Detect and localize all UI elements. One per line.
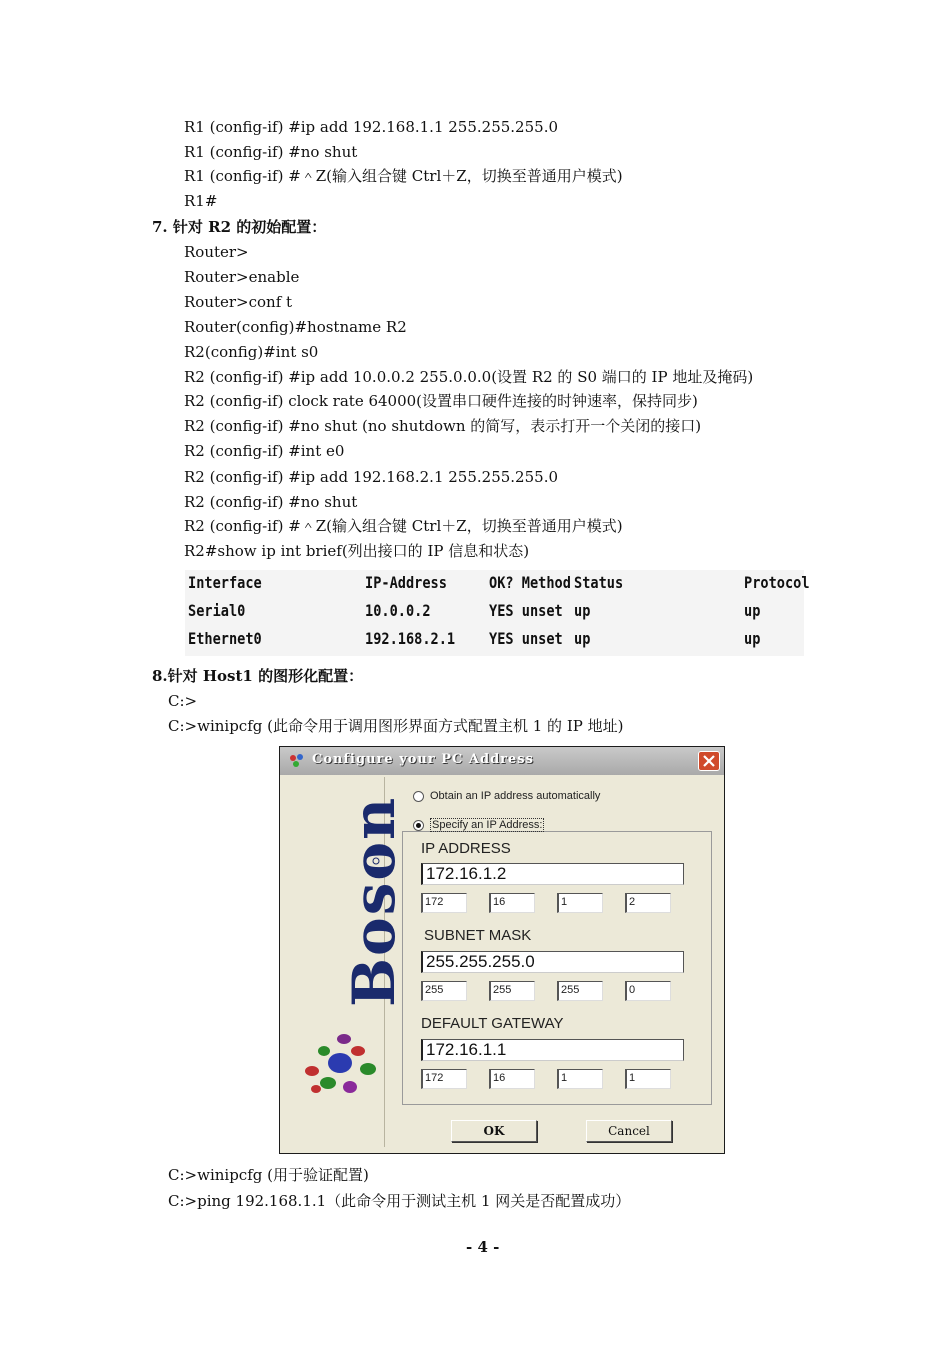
radio-button[interactable] bbox=[413, 820, 424, 831]
ok-button[interactable]: OK bbox=[451, 1120, 537, 1142]
code-line: R1 (config-if) #no shut bbox=[184, 143, 358, 161]
table-cell: Ethernet0 bbox=[188, 629, 262, 648]
ip-octet-field[interactable]: 16 bbox=[489, 893, 535, 913]
subnet-mask-field[interactable]: 255.255.255.0 bbox=[421, 951, 684, 973]
gateway-octet-field[interactable]: 172 bbox=[421, 1069, 467, 1089]
radio-specify-ip[interactable] bbox=[413, 819, 548, 831]
close-icon bbox=[699, 752, 719, 770]
dialog-titlebar[interactable] bbox=[280, 747, 724, 775]
code-line: Router> bbox=[184, 243, 249, 261]
code-line: R2 (config-if) #no shut bbox=[184, 493, 358, 511]
cancel-button[interactable]: Cancel bbox=[586, 1120, 672, 1142]
code-line: R2#show ip int brief(列出接口的 IP 信息和状态) bbox=[184, 542, 530, 560]
configure-pc-dialog bbox=[279, 746, 725, 1154]
dialog-title: Configure your PC Address bbox=[312, 752, 534, 767]
table-header: Status bbox=[574, 573, 624, 592]
code-line: R1 (config-if) #＾Z(输入组合键 Ctrl＋Z，切换至普通用户模式) bbox=[184, 167, 623, 185]
code-line: C:>winipcfg (用于验证配置) bbox=[168, 1166, 369, 1184]
table-cell: up bbox=[574, 629, 591, 648]
ip-address-field[interactable]: 172.16.1.2 bbox=[421, 863, 684, 885]
mask-octet-field[interactable]: 255 bbox=[421, 981, 467, 1001]
table-cell: YES unset bbox=[489, 601, 563, 620]
default-gateway-field[interactable]: 172.16.1.1 bbox=[421, 1039, 684, 1061]
page-number: - 4 - bbox=[466, 1238, 500, 1256]
table-cell: 10.0.0.2 bbox=[365, 601, 431, 620]
table-cell: Serial0 bbox=[188, 601, 246, 620]
table-cell: YES unset bbox=[489, 629, 563, 648]
app-icon bbox=[288, 753, 306, 769]
brand-panel bbox=[288, 777, 408, 1147]
ip-address-label: IP ADDRESS bbox=[421, 840, 511, 857]
table-cell: 192.168.2.1 bbox=[365, 629, 456, 648]
code-line: Router>conf t bbox=[184, 293, 293, 311]
table-header: Interface bbox=[188, 573, 262, 592]
table-header: IP-Address bbox=[365, 573, 447, 592]
mask-octet-field[interactable]: 255 bbox=[489, 981, 535, 1001]
code-line: C:> bbox=[168, 692, 198, 710]
code-line: R2(config)#int s0 bbox=[184, 343, 319, 361]
section-heading-8: 8.针对 Host1 的图形化配置： bbox=[152, 667, 364, 685]
interface-brief-table bbox=[185, 570, 810, 656]
ip-octet-field[interactable]: 2 bbox=[625, 893, 671, 913]
table-header: OK? Method bbox=[489, 573, 571, 592]
ip-octet-field[interactable]: 172 bbox=[421, 893, 467, 913]
ip-octet-field[interactable]: 1 bbox=[557, 893, 603, 913]
subnet-mask-label: SUBNET MASK bbox=[424, 927, 532, 944]
radio-label: Obtain an IP address automatically bbox=[430, 790, 601, 802]
gateway-octet-field[interactable]: 1 bbox=[625, 1069, 671, 1089]
code-line: R2 (config-if) #ip add 192.168.2.1 255.255.255.0 bbox=[184, 468, 559, 486]
code-line: R1# bbox=[184, 192, 218, 210]
radio-button[interactable] bbox=[413, 791, 424, 802]
code-line: R2 (config-if) #no shut (no shutdown 的简写，表示打开一个关闭的接口) bbox=[184, 417, 702, 435]
radio-label: Specify an IP Address: bbox=[432, 819, 543, 831]
brand-logo-text: Boson bbox=[340, 795, 408, 1007]
table-cell: up bbox=[744, 601, 761, 620]
code-line: C:>winipcfg (此命令用于调用图形界面方式配置主机 1 的 IP 地址) bbox=[168, 717, 624, 735]
gateway-octet-field[interactable]: 1 bbox=[557, 1069, 603, 1089]
mask-octet-field[interactable]: 255 bbox=[557, 981, 603, 1001]
table-cell: up bbox=[574, 601, 591, 620]
table-cell: up bbox=[744, 629, 761, 648]
radio-obtain-automatically[interactable] bbox=[413, 790, 600, 802]
code-line: R2 (config-if) #int e0 bbox=[184, 442, 345, 460]
code-line: R2 (config-if) clock rate 64000(设置串口硬件连接的时钟速率，保持同步) bbox=[184, 392, 698, 410]
boson-balls-icon bbox=[300, 1031, 380, 1097]
gateway-octet-field[interactable]: 16 bbox=[489, 1069, 535, 1089]
code-line: Router>enable bbox=[184, 268, 300, 286]
code-line: R1 (config-if) #ip add 192.168.1.1 255.255.255.0 bbox=[184, 118, 559, 136]
code-line: R2 (config-if) #ip add 10.0.0.2 255.0.0.0(设置 R2 的 S0 端口的 IP 地址及掩码) bbox=[184, 368, 754, 386]
table-header: Protocol bbox=[744, 573, 810, 592]
code-line: C:>ping 192.168.1.1（此命令用于测试主机 1 网关是否配置成功） bbox=[168, 1192, 631, 1210]
default-gateway-label: DEFAULT GATEWAY bbox=[421, 1015, 564, 1032]
section-heading-7: 7. 针对 R2 的初始配置： bbox=[152, 218, 327, 236]
mask-octet-field[interactable]: 0 bbox=[625, 981, 671, 1001]
close-button[interactable] bbox=[698, 751, 720, 771]
code-line: Router(config)#hostname R2 bbox=[184, 318, 407, 336]
code-line: R2 (config-if) #＾Z(输入组合键 Ctrl＋Z，切换至普通用户模式) bbox=[184, 517, 623, 535]
registered-mark-icon bbox=[372, 857, 380, 865]
